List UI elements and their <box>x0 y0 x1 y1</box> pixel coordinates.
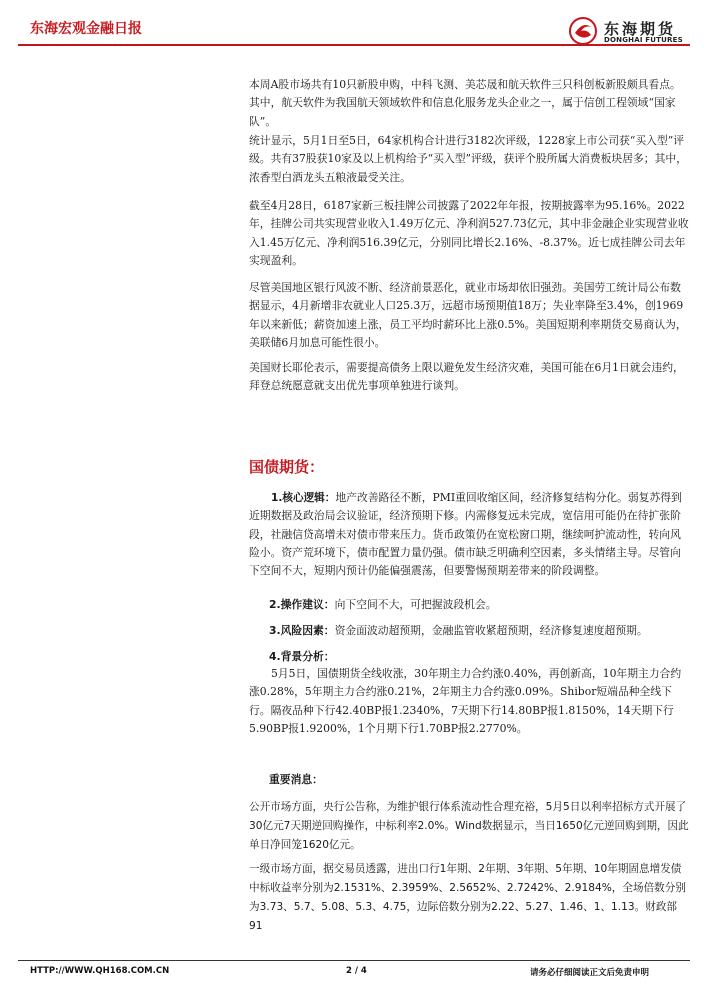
paragraph-yellen: 美国财长耶伦表示，需要提高债务上限以避免发生经济灾难，美国可能在6月1日就会违约，拜登总统愿意就支出优先事项单独进行谈判。 <box>249 361 684 393</box>
paragraph-neeq: 截至4月28日，6187家新三板挂牌公司披露了2022年年报，按期披露率为95.16%。2022年，挂牌公司共实现营业收入1.49万亿元、净利润527.73亿元，其中非金融企业实现营业收入1.45万亿元、净利润516.39亿元，分别同比增长2.16%、-8.37%。近七成挂牌公司去年实现盈利。 <box>249 199 689 267</box>
section-title-bond-futures: 国债期货： <box>249 458 325 476</box>
risk-label: 3.风险因素： <box>269 623 335 637</box>
footer-url: HTTP://WWW.QH168.COM.CN <box>30 966 170 976</box>
page-number: 2 / 4 <box>346 966 367 976</box>
report-title: 东海宏观金融日报 <box>30 21 142 37</box>
background-label-row <box>269 648 335 666</box>
background-text: 5月5日，国债期货全线收涨，30年期主力合约涨0.40%，再创新高，10年期主力合约涨0.28%，5年期主力合约涨0.21%，2年期主力合约涨0.09%。Shibor短端品种全线下行。隔夜品种下行42.40BP报1.2340%，7天期下行14.80BP报1.8150%，14天期下行5.90BP报1.9200%，1个月期下行1.70BP报2.2770%。 <box>249 667 682 735</box>
logo-en: DONGHAI FUTURES <box>604 36 683 44</box>
core-logic-text: 地产改善路径不断，PMI重回收缩区间，经济修复结构分化。弱复苏得到近期数据及政治局会议验证，经济预期下修。内需修复远未完成，宽信用可能仍在待扩张阶段，社融信贷高增未对债市带来压力。货币政策仍在宽松窗口期，继续呵护流动性，转向风险小。资产荒环境下，债市配置力量仍强。债市缺乏明确利空因素，多头情绪主导。尽管向下空间不大，短期内预计仍能偏强震荡，但要警惕预期差带来的阶段调整。 <box>249 491 682 578</box>
disclaimer: 请务必仔细阅读正文后免责申明 <box>530 968 650 978</box>
core-logic <box>249 489 689 580</box>
risk <box>269 622 648 640</box>
news-primary-market: 一级市场方面，据交易员透露，进出口行1年期、2年期、3年期、5年期、10年期固息增发债中标收益率分别为2.1531%、2.3959%、2.5652%、2.7242%、2.9184%，全场倍数分别为3.73、5.7、5.08、5.3、4.75，边际倍数分别为2.22、5.27、1.46、1、1.13。财政部91 <box>249 863 686 932</box>
paragraph-ratings: 统计显示，5月1日至5日，64家机构合计进行3182次评级，1228家上市公司获“买入型”评级。共有37股获10家及以上机构给予“买入型”评级，获评个股所属大消费板块居多；其中，浓香型白酒龙头五粮液最受关注。 <box>249 134 687 184</box>
advice-text: 向下空间不大，可把握波段机会。 <box>334 597 497 611</box>
advice-label: 2.操作建议： <box>269 597 335 611</box>
logo-cn: 东海期货 <box>604 20 677 38</box>
paragraph-ipo: 本周A股市场共有10只新股申购，中科飞测、美芯晟和航天软件三只科创板新股颇具看点。其中，航天软件为我国航天领域软件和信息化服务龙头企业之一，属于信创工程领域“国家队”。 <box>249 78 681 128</box>
header-divider <box>18 44 690 46</box>
news-title: 重要消息： <box>269 773 323 786</box>
paragraph-us-jobs: 尽管美国地区银行风波不断、经济前景恶化，就业市场却依旧强劲。美国劳工统计局公布数据显示，4月新增非农就业人口25.3万，远超市场预期值18万；失业率降至3.4%，创1969年以来新低；薪资加速上涨，员工平均时薪环比上涨0.5%。美国短期利率期货交易商认为，美联储6月加息可能性很小。 <box>249 281 687 349</box>
advice <box>269 596 497 614</box>
footer-divider <box>18 960 690 961</box>
core-logic-label: 1.核心逻辑： <box>271 492 336 504</box>
risk-text: 资金面波动超预期，金融监管收紧超预期，经济修复速度超预期。 <box>334 623 648 637</box>
news-open-market: 公开市场方面，央行公告称，为维护银行体系流动性合理充裕，5月5日以利率招标方式开展了30亿元7天期逆回购操作，中标利率2.0%。Wind数据显示，当日1650亿元逆回购到期，因此单日净回笼1620亿元。 <box>249 801 689 851</box>
background-label: 4.背景分析： <box>269 649 335 663</box>
